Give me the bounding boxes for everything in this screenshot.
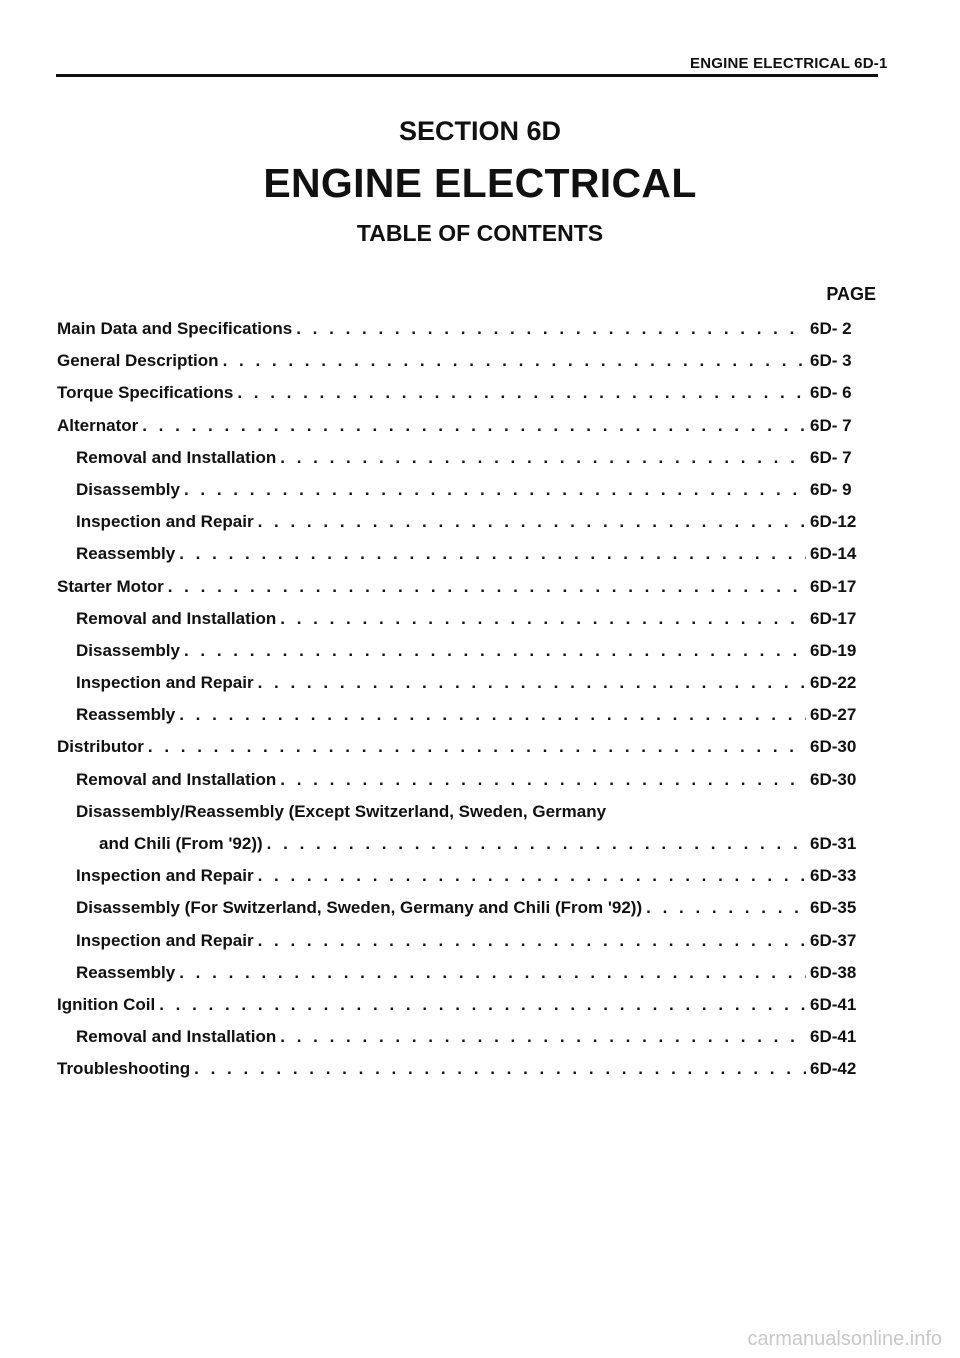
dot-leader — [280, 764, 806, 796]
toc-entry-page: 6D-38 — [810, 962, 857, 982]
dot-leader — [258, 925, 806, 957]
toc-entry-page: 6D-22 — [810, 673, 857, 693]
toc-entry-page: 6D-37 — [810, 930, 857, 950]
watermark: carmanualsonline.info — [747, 1328, 942, 1350]
toc-entry-label: Starter Motor — [57, 576, 164, 596]
toc-entry — [57, 603, 876, 635]
toc-entry — [57, 828, 876, 860]
toc-entry-page: 6D- 9 — [810, 479, 852, 499]
toc-entry-page: 6D- 6 — [810, 383, 852, 403]
toc-entry — [57, 377, 876, 409]
toc-entry-label: Removal and Installation — [76, 1027, 277, 1047]
dot-leader — [179, 957, 806, 989]
dot-leader — [184, 474, 806, 506]
toc-entry-page: 6D-14 — [810, 544, 857, 564]
toc-entry-label: Disassembly — [76, 479, 180, 499]
toc-entry-label: Inspection and Repair — [76, 512, 254, 532]
toc-entry-page: 6D-17 — [810, 608, 857, 628]
toc-entry-label: Removal and Installation — [76, 769, 277, 789]
toc-entry-label: Disassembly/Reassembly (Except Switzerland, Sweden, Germany — [76, 801, 607, 821]
toc-entry — [57, 764, 876, 796]
dot-leader — [179, 699, 806, 731]
dot-leader — [237, 377, 806, 409]
dot-leader — [280, 1021, 806, 1053]
dot-leader — [159, 989, 806, 1021]
dot-leader — [194, 1053, 806, 1085]
toc-entry-label: and Chili (From '92)) — [99, 834, 263, 853]
toc-entry — [57, 796, 876, 828]
toc-entry-page: 6D-31 — [810, 834, 857, 853]
dot-leader — [267, 828, 806, 860]
toc-entry — [57, 731, 876, 763]
toc-entry — [57, 474, 876, 506]
toc-entry-page: 6D-30 — [810, 737, 857, 757]
dot-leader — [296, 313, 806, 345]
toc-entry — [57, 667, 876, 699]
dot-leader — [148, 731, 806, 763]
toc-heading: TABLE OF CONTENTS — [356, 220, 604, 246]
toc-entry-page: 6D-42 — [810, 1059, 857, 1079]
page-title: ENGINE ELECTRICAL — [263, 160, 697, 206]
toc-entry-page: 6D-33 — [810, 866, 857, 886]
toc-entry — [57, 571, 876, 603]
running-head: ENGINE ELECTRICAL 6D-1 — [690, 55, 888, 72]
toc-entry — [57, 860, 876, 892]
dot-leader — [646, 892, 806, 924]
toc-entry-page: 6D-19 — [810, 640, 857, 660]
toc-entry-page: 6D-41 — [810, 994, 857, 1014]
toc-entry — [57, 989, 876, 1021]
toc-entry-page: 6D- 3 — [810, 351, 852, 371]
toc-entry-label: Removal and Installation — [76, 608, 277, 628]
toc-entry-label: Main Data and Specifications — [57, 319, 293, 338]
toc-entry — [57, 892, 876, 924]
toc-entry-label: Inspection and Repair — [76, 673, 254, 693]
dot-leader — [258, 667, 806, 699]
toc-entry — [57, 1021, 876, 1053]
toc-entry-label: Inspection and Repair — [76, 930, 254, 950]
toc-entry — [57, 410, 876, 442]
toc-entry-page: 6D-30 — [810, 769, 857, 789]
toc-entry-label: Disassembly — [76, 640, 180, 660]
toc-entry-label: Alternator — [57, 415, 139, 435]
dot-leader — [280, 442, 806, 474]
toc-entry — [57, 345, 876, 377]
toc-entry-page: 6D-17 — [810, 576, 857, 596]
toc-entry-page: 6D- 2 — [810, 319, 852, 338]
toc-entry — [57, 635, 876, 667]
header-rule — [56, 74, 878, 77]
toc-entry — [57, 699, 876, 731]
toc-entry — [57, 925, 876, 957]
toc-entry-page: 6D-27 — [810, 705, 857, 725]
page-column-header: PAGE — [826, 284, 876, 304]
toc-entry-label: Disassembly (For Switzerland, Sweden, Germany and Chili (From '92)) — [76, 898, 643, 918]
toc-entry — [57, 313, 876, 345]
dot-leader — [142, 410, 806, 442]
toc-entry-label: Inspection and Repair — [76, 866, 254, 886]
toc-entry-label: Reassembly — [76, 962, 176, 982]
toc-entry-label: Torque Specifications — [57, 383, 234, 403]
toc-list — [57, 313, 876, 1086]
toc-entry — [57, 442, 876, 474]
dot-leader — [168, 571, 806, 603]
toc-entry-label: Removal and Installation — [76, 447, 277, 467]
toc-entry-page: 6D-12 — [810, 512, 857, 532]
toc-entry — [57, 1053, 876, 1085]
section-label: SECTION 6D — [398, 116, 562, 146]
dot-leader — [280, 603, 806, 635]
toc-entry-label: Reassembly — [76, 705, 176, 725]
toc-entry-label: Distributor — [57, 737, 144, 757]
toc-entry-page: 6D- 7 — [810, 415, 852, 435]
toc-entry-label: General Description — [57, 351, 219, 371]
toc-entry-page: 6D-41 — [810, 1027, 857, 1047]
dot-leader — [223, 345, 806, 377]
toc-entry — [57, 538, 876, 570]
toc-entry — [57, 957, 876, 989]
dot-leader — [258, 506, 806, 538]
dot-leader — [184, 635, 806, 667]
toc-entry-label: Reassembly — [76, 544, 176, 564]
dot-leader — [258, 860, 806, 892]
toc-entry-label: Ignition Coil — [57, 994, 156, 1014]
dot-leader — [179, 538, 806, 570]
toc-entry-page: 6D-35 — [810, 898, 857, 918]
toc-entry-label: Troubleshooting — [57, 1059, 191, 1079]
toc-entry-page: 6D- 7 — [810, 447, 852, 467]
toc-entry — [57, 506, 876, 538]
